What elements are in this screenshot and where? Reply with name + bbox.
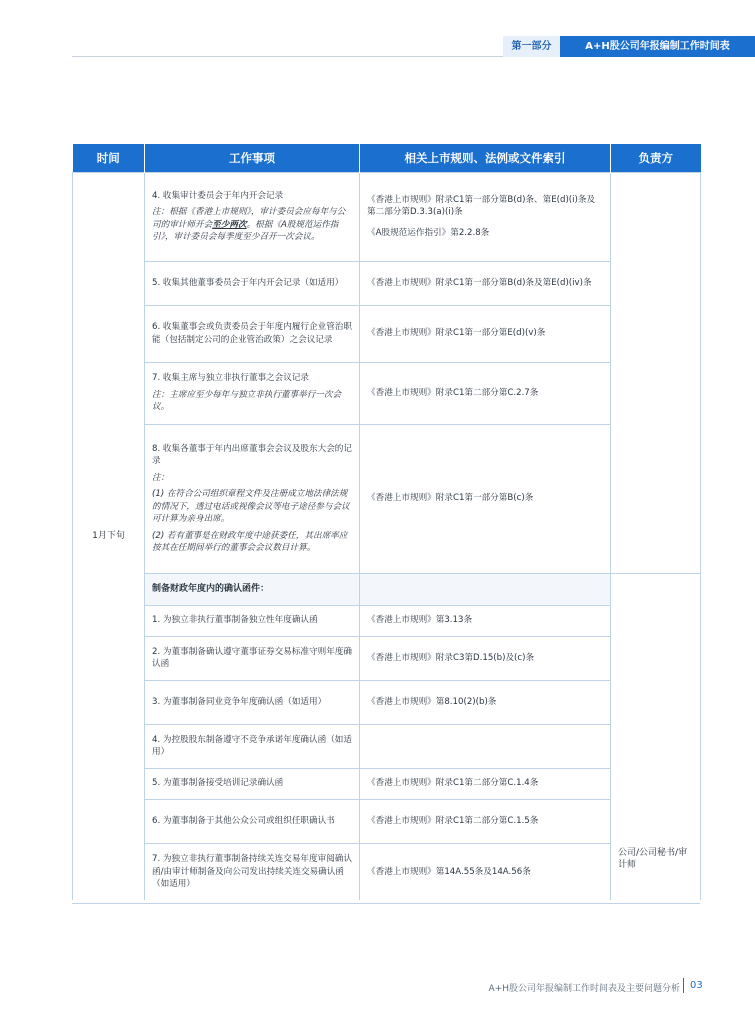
reference-text: 《香港上市规则》附录C1第一部分第B(d)条、第E(d)(i)条及第二部分第D.3.3(a)(i)条 xyxy=(367,194,596,218)
task-title: 4. 收集审计委员会于年内开会记录 xyxy=(152,190,284,201)
task-cell xyxy=(145,362,360,424)
task-note: 注：主席应至少每年与独立非执行董事举行一次会议。 xyxy=(152,389,342,413)
table-row xyxy=(73,172,701,261)
table-row xyxy=(73,362,701,424)
column-header-task: 工作事项 xyxy=(145,144,360,172)
task-note: (1) 在符合公司组织章程文件及注册成立地法律法规的情况下，透过电话或视像会议等电子途径参与会议可计算为亲身出席。 xyxy=(152,489,350,524)
reference-cell xyxy=(360,724,611,768)
table-header-row xyxy=(73,144,701,172)
reference-cell xyxy=(360,424,611,573)
task-cell xyxy=(145,424,360,573)
owner-cell xyxy=(611,172,701,573)
task-cell: 3. 为董事制备同业竞争年度确认函（如适用） xyxy=(145,680,360,724)
reference-cell: 《香港上市规则》附录C1第二部分第C.1.5条 xyxy=(360,799,611,843)
note-emphasis: 至少两次 xyxy=(212,219,247,230)
footer-divider xyxy=(683,978,684,993)
table-row xyxy=(73,843,701,900)
owner-cell xyxy=(611,573,701,900)
table-row xyxy=(73,305,701,362)
table-row xyxy=(73,724,701,768)
table-row xyxy=(73,799,701,843)
section-label: 第一部分 xyxy=(503,36,560,57)
reference-text: 《香港上市规则》附录C1第二部分第C.2.7条 xyxy=(367,387,539,398)
task-note xyxy=(152,206,352,244)
reference-cell: 《香港上市规则》第8.10(2)(b)条 xyxy=(360,680,611,724)
owner-value: 公司/公司秘书/审计师 xyxy=(618,847,688,871)
task-note-label: 注： xyxy=(152,472,170,483)
table-row xyxy=(73,636,701,680)
reference-cell xyxy=(360,362,611,424)
task-cell: 7. 为独立非执行董事制备持续关连交易年度审阅确认函/由审计师制备及向公司发出持续关连交易确认函（如适用） xyxy=(145,843,360,900)
table-row xyxy=(73,605,701,636)
task-cell: 2. 为董事制备确认遵守董事证券交易标准守则年度确认函 xyxy=(145,636,360,680)
reference-cell xyxy=(360,573,611,605)
reference-cell xyxy=(360,305,611,362)
task-title: 5. 收集其他董事委员会于年内开会记录（如适用） xyxy=(152,277,344,288)
reference-cell xyxy=(360,261,611,305)
task-cell xyxy=(145,305,360,362)
column-header-owner: 负责方 xyxy=(611,144,701,172)
task-title: 6. 收集董事会或负责委员会于年度内履行企业管治职能（包括制定公司的企业管治政策）之会议记录 xyxy=(152,322,352,345)
task-cell: 1. 为独立非执行董事制备独立性年度确认函 xyxy=(145,605,360,636)
table-row xyxy=(73,261,701,305)
note-text: 注：根据《香港上市规则》，审计委员会应每年与公司的审计师开会 xyxy=(152,207,346,230)
column-header-time: 时间 xyxy=(73,144,145,172)
reference-cell: 《香港上市规则》附录C3第D.15(b)及(c)条 xyxy=(360,636,611,680)
column-header-reference: 相关上市规则、法例或文件索引 xyxy=(360,144,611,172)
page-header-title: A+H股公司年报编制工作时间表 xyxy=(560,36,755,57)
time-cell xyxy=(73,172,145,900)
schedule-table xyxy=(72,144,701,900)
task-title: 8. 收集各董事于年内出席董事会会议及股东大会的记录 xyxy=(152,443,352,466)
time-value: 1月下旬 xyxy=(92,531,125,541)
reference-cell: 《香港上市规则》附录C1第二部分第C.1.4条 xyxy=(360,768,611,799)
task-note: (2) 若有董事是在财政年度中途获委任，其出席率应按其在任期间举行的董事会会议数目计算。 xyxy=(152,530,348,553)
reference-cell: 《香港上市规则》第3.13条 xyxy=(360,605,611,636)
reference-text: 《香港上市规则》附录C1第一部分第B(d)条及第E(d)(iv)条 xyxy=(367,277,592,288)
footer-text: A+H股公司年报编制工作时间表及主要问题分析 xyxy=(488,984,680,994)
task-cell xyxy=(145,172,360,261)
table-row xyxy=(73,768,701,799)
reference-text: 《香港上市规则》附录C1第一部分第B(c)条 xyxy=(367,493,534,504)
note-text: 。根据《A股规范运作指引》，审计委员会每季度至少召开一次会议。 xyxy=(152,219,339,242)
table-row xyxy=(73,424,701,573)
reference-cell xyxy=(360,172,611,261)
task-cell: 4. 为控股股东制备遵守不竞争承诺年度确认函（如适用） xyxy=(145,724,360,768)
reference-text: 《A股规范运作指引》第2.2.8条 xyxy=(367,227,490,238)
section-title: 制备财政年度内的确认函件： xyxy=(145,573,360,605)
page-number: 03 xyxy=(690,980,703,991)
table-bottom-rule xyxy=(72,903,700,904)
section-row xyxy=(73,573,701,605)
task-title: 7. 收集主席与独立非执行董事之会议记录 xyxy=(152,373,310,384)
reference-cell: 《香港上市规则》第14A.55条及14A.56条 xyxy=(360,843,611,900)
task-cell: 6. 为董事制备于其他公众公司或组织任职确认书 xyxy=(145,799,360,843)
table-row xyxy=(73,680,701,724)
task-cell: 5. 为董事制备接受培训记录确认函 xyxy=(145,768,360,799)
reference-text: 《香港上市规则》附录C1第一部分第E(d)(v)条 xyxy=(367,328,546,339)
task-cell xyxy=(145,261,360,305)
